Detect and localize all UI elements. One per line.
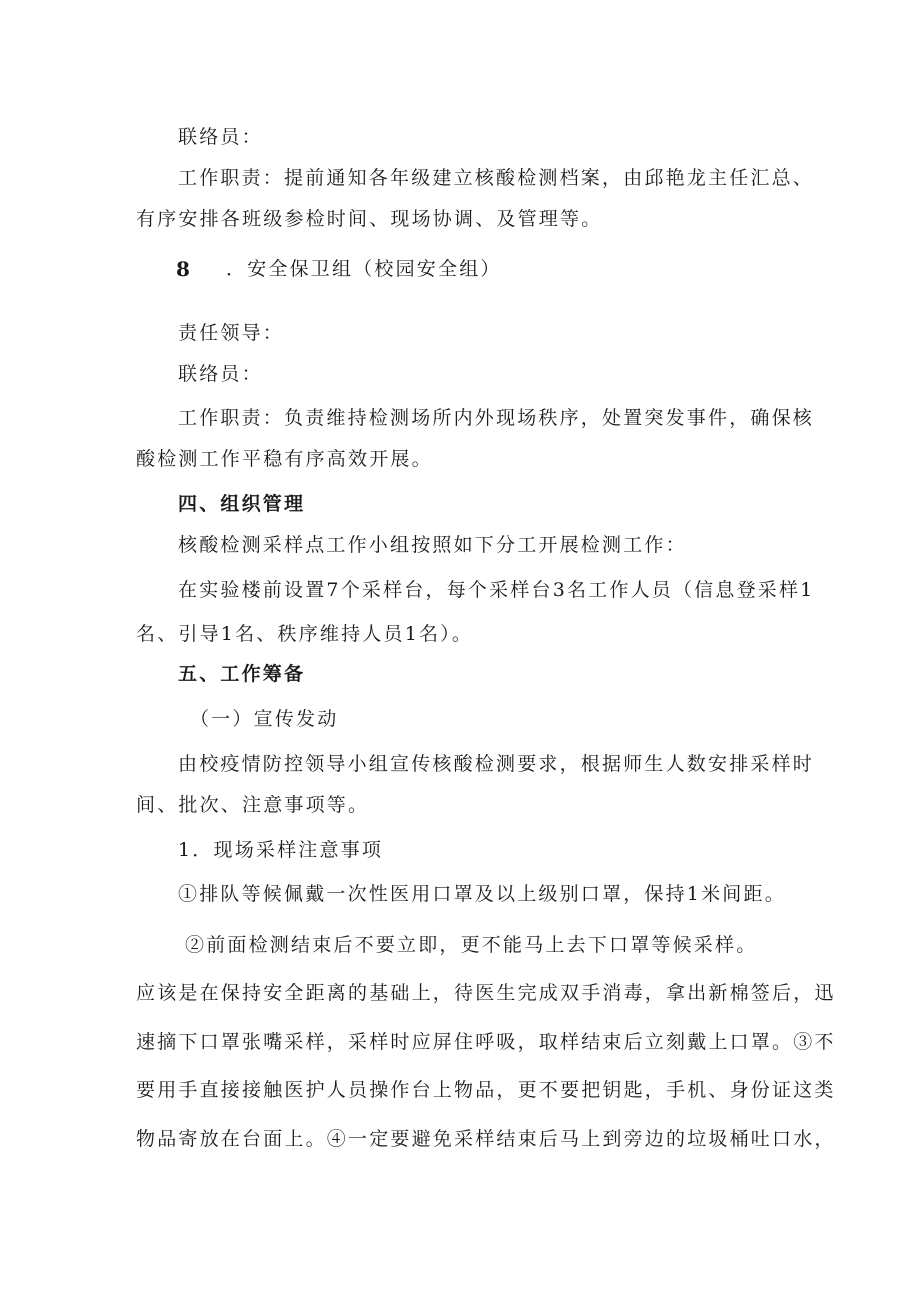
list-heading: 1．现场采样注意事项 xyxy=(178,839,384,861)
text-line: 在实验楼前设置7个采样台，每个采样台3名工作人员（信息登采样1 xyxy=(178,579,815,601)
text-line: 责任领导： xyxy=(178,322,285,344)
text-line: 应该是在保持安全距离的基础上，待医生完成双手消毒，拿出新棉签后，迅 xyxy=(136,982,836,1004)
text-line: 联络员： xyxy=(178,126,263,148)
text-line: 核酸检测采样点工作小组按照如下分工开展检测工作： xyxy=(178,534,687,556)
section-heading: ．安全保卫组（校园安全组） xyxy=(226,258,502,280)
text-line: 间、批次、注意事项等。 xyxy=(136,794,370,816)
text-line: 工作职责：提前通知各年级建立核酸检测档案，由邱艳龙主任汇总、 xyxy=(178,167,815,189)
text-line: 有序安排各班级参检时间、现场协调、及管理等。 xyxy=(136,208,603,230)
subsection-heading: （一）宣传发动 xyxy=(190,708,339,730)
section-number: 8 xyxy=(176,257,190,281)
text-line: 名、引导1名、秩序维持人员1名）。 xyxy=(136,623,474,645)
section-heading: 五、工作筹备 xyxy=(178,663,306,685)
text-line: ②前面检测结束后不要立即，更不能马上去下口罩等候采样。 xyxy=(185,934,758,956)
text-line: 联络员： xyxy=(178,363,263,385)
text-line: ①排队等候佩戴一次性医用口罩及以上级别口罩，保持1米间距。 xyxy=(178,883,786,905)
text-line: 酸检测工作平稳有序高效开展。 xyxy=(136,448,433,470)
text-line: 速摘下口罩张嘴采样，采样时应屏住呼吸，取样结束后立刻戴上口罩。③不 xyxy=(136,1031,836,1053)
section-heading: 四、组织管理 xyxy=(178,493,306,515)
text-line: 物品寄放在台面上。④一定要避免采样结束后马上到旁边的垃圾桶吐口水， xyxy=(136,1128,836,1150)
text-line: 工作职责：负责维持检测场所内外现场秩序，处置突发事件，确保核 xyxy=(178,407,815,429)
text-line: 由校疫情防控领导小组宣传核酸检测要求，根据师生人数安排采样时 xyxy=(178,753,815,775)
text-line: 要用手直接接触医护人员操作台上物品，更不要把钥匙，手机、身份证这类 xyxy=(136,1079,836,1101)
